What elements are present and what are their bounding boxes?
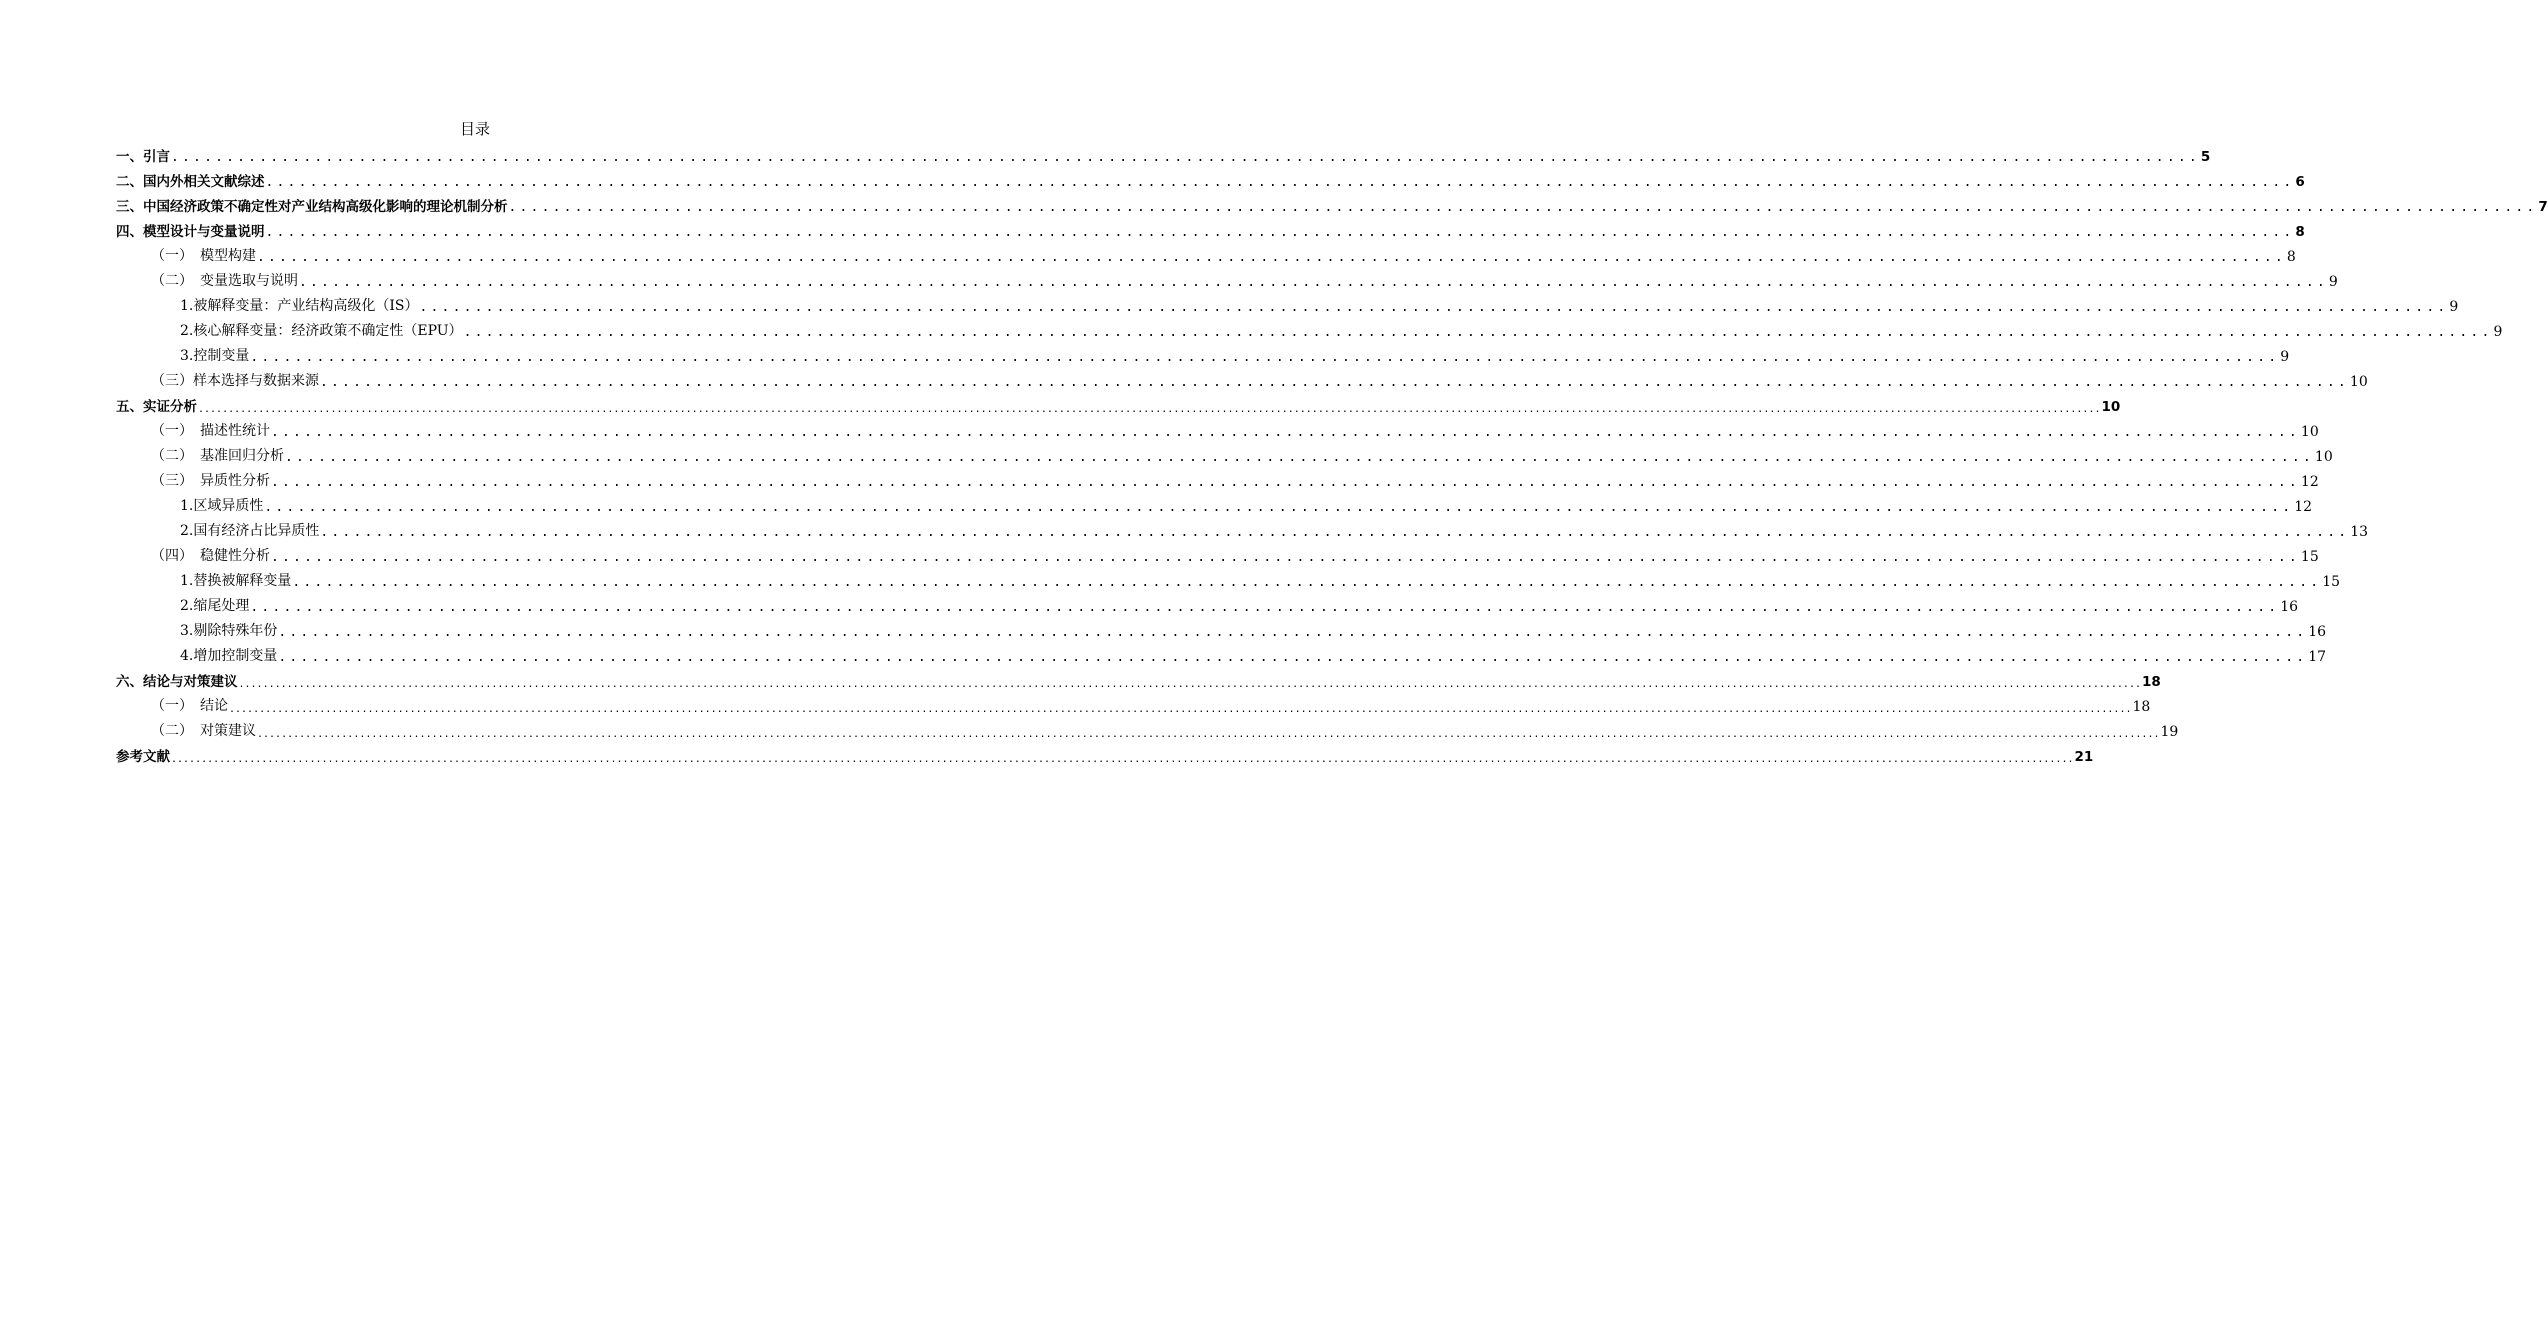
toc-entry-label: （一） 描述性统计: [151, 423, 270, 439]
toc-entry-label: 1.被解释变量：产业结构高级化（IS）: [180, 298, 419, 314]
toc-entry[interactable]: [180, 293, 2459, 315]
toc-entry-label: 2.国有经济占比异质性: [180, 523, 320, 539]
toc-entry-page: 10: [2300, 424, 2319, 440]
toc-leader: ............................................................................................................................................................................................................................................................................................................................: [198, 404, 2101, 415]
toc-entry-label: 1.替换被解释变量: [180, 573, 292, 589]
toc-entry[interactable]: [116, 218, 2305, 240]
toc-entry-page: 9: [2493, 324, 2503, 340]
toc-entry[interactable]: [180, 643, 2327, 665]
toc-entry-page: 9: [2328, 274, 2338, 290]
toc-entry-page: 19: [2160, 724, 2179, 740]
toc-entry-label: 2.核心解释变量：经济政策不确定性（EPU）: [180, 323, 463, 339]
toc-entry-page: 15: [2322, 574, 2341, 590]
toc-entry[interactable]: [116, 668, 2161, 690]
toc-leader: ........................................................................................................................................................................................: [278, 625, 2308, 640]
toc-entry-page: 13: [2350, 524, 2369, 540]
toc-entry-label: （三） 异质性分析: [151, 473, 270, 489]
toc-leader: ........................................................................................................................................................................................: [463, 325, 2493, 340]
toc-entry[interactable]: [151, 368, 2368, 390]
toc-title: 目录: [459, 120, 490, 138]
toc-leader: ........................................................................................................................................................................................: [271, 425, 2300, 440]
toc-entry-page: 18: [2141, 674, 2161, 690]
toc-entry[interactable]: [151, 468, 2319, 490]
toc-leader: ........................................................................................................................................................................................: [285, 450, 2314, 465]
toc-entry-page: 6: [2295, 174, 2305, 190]
toc-entry[interactable]: [116, 193, 2548, 215]
toc-entry[interactable]: [180, 493, 2313, 515]
toc-leader: ............................................................................................................................................................................................................................................................................................................................: [229, 704, 2132, 715]
toc-leader: ........................................................................................................................................................................................: [320, 375, 2349, 390]
toc-entry-label: 3.剔除特殊年份: [180, 623, 278, 639]
toc-entry-label: 五、实证分析: [116, 399, 197, 415]
toc-entry-page: 5: [2200, 149, 2211, 165]
toc-entry-label: （二） 基准回归分析: [151, 448, 284, 464]
toc-entry-label: （二） 变量选取与说明: [151, 273, 298, 289]
toc-entry-label: 4.增加控制变量: [180, 648, 278, 664]
toc-entry-page: 8: [2295, 224, 2305, 240]
toc-leader: ........................................................................................................................................................................................: [419, 300, 2449, 315]
toc-entry[interactable]: [151, 543, 2319, 565]
toc-entry-page: 21: [2074, 749, 2094, 765]
toc-leader: ........................................................................................................................................................................................: [271, 550, 2300, 565]
toc-leader: ........................................................................................................................................................................................: [250, 350, 2280, 365]
toc-entry-label: 2.缩尾处理: [180, 598, 250, 614]
toc-entry-label: （二） 对策建议: [151, 723, 256, 739]
toc-entry-page: 17: [2308, 649, 2327, 665]
toc-entry[interactable]: [151, 268, 2338, 290]
toc-entry-page: 12: [2294, 499, 2313, 515]
toc-leader: ............................................................................................................................................................................................................................................................................................................................: [257, 729, 2160, 740]
toc-entry-page: 18: [2132, 699, 2151, 715]
toc-entry[interactable]: [116, 393, 2121, 415]
toc-leader: ........................................................................................................................................................................................: [257, 250, 2286, 265]
toc-leader: ........................................................................................................................................................................................: [278, 650, 2308, 665]
toc-entry-page: 10: [2101, 399, 2121, 415]
toc-entry[interactable]: [180, 593, 2299, 615]
toc-entry[interactable]: [180, 518, 2369, 540]
toc-leader: ........................................................................................................................................................................................: [171, 150, 2200, 165]
toc-leader: ............................................................................................................................................................................................................................................................................................................................: [238, 679, 2141, 690]
toc-entry-page: 9: [2449, 299, 2459, 315]
toc-entry[interactable]: [151, 443, 2333, 465]
toc-entry-page: 10: [2349, 374, 2368, 390]
toc-leader: ........................................................................................................................................................................................: [250, 600, 2280, 615]
toc-entry[interactable]: [151, 243, 2296, 265]
toc-entry[interactable]: [151, 718, 2179, 740]
toc-leader: ........................................................................................................................................................................................: [292, 575, 2322, 590]
toc-entry-label: 四、模型设计与变量说明: [116, 224, 265, 240]
toc-leader: ........................................................................................................................................................................................: [320, 525, 2350, 540]
toc-entry[interactable]: [180, 318, 2503, 340]
toc-entry[interactable]: [151, 418, 2319, 440]
toc-entry-label: 二、国内外相关文献综述: [116, 174, 265, 190]
toc-entry-label: （一） 结论: [151, 698, 228, 714]
toc-entry-label: 3.控制变量: [180, 348, 250, 364]
toc-entry-page: 8: [2286, 249, 2296, 265]
toc-entry[interactable]: [180, 568, 2341, 590]
toc-entry-label: （三）样本选择与数据来源: [151, 373, 319, 389]
toc-entry-label: 六、结论与对策建议: [116, 674, 238, 690]
toc-leader: ........................................................................................................................................................................................: [264, 500, 2294, 515]
toc-leader: ............................................................................................................................................................................................................................................................................................................................: [171, 754, 2074, 765]
toc-entry-label: 参考文献: [116, 749, 170, 765]
toc-entry-label: 一、引言: [116, 149, 170, 165]
toc-leader: ........................................................................................................................................................................................: [508, 200, 2538, 215]
toc-entry[interactable]: [151, 693, 2151, 715]
toc-leader: ........................................................................................................................................................................................: [265, 225, 2295, 240]
toc-entry-label: （四） 稳健性分析: [151, 548, 270, 564]
toc-entry-label: 1.区域异质性: [180, 498, 264, 514]
toc-leader: ........................................................................................................................................................................................: [299, 275, 2328, 290]
toc-entry-page: 9: [2280, 349, 2290, 365]
toc-entry-page: 16: [2280, 599, 2299, 615]
toc-entry-page: 16: [2308, 624, 2327, 640]
toc-leader: ........................................................................................................................................................................................: [271, 475, 2300, 490]
toc-entry-page: 12: [2300, 474, 2319, 490]
toc-entry[interactable]: [116, 143, 2211, 165]
toc-entry[interactable]: [180, 343, 2290, 365]
toc-entry[interactable]: [116, 168, 2305, 190]
toc-entry-page: 10: [2314, 449, 2333, 465]
toc-entry[interactable]: [180, 618, 2327, 640]
toc-leader: ........................................................................................................................................................................................: [265, 175, 2295, 190]
toc-entry-label: 三、中国经济政策不确定性对产业结构高级化影响的理论机制分析: [116, 199, 508, 215]
toc-entry-label: （一） 模型构建: [151, 248, 256, 264]
toc-entry-page: 15: [2300, 549, 2319, 565]
toc-entry-page: 7: [2538, 199, 2548, 215]
toc-entry[interactable]: [116, 743, 2094, 765]
